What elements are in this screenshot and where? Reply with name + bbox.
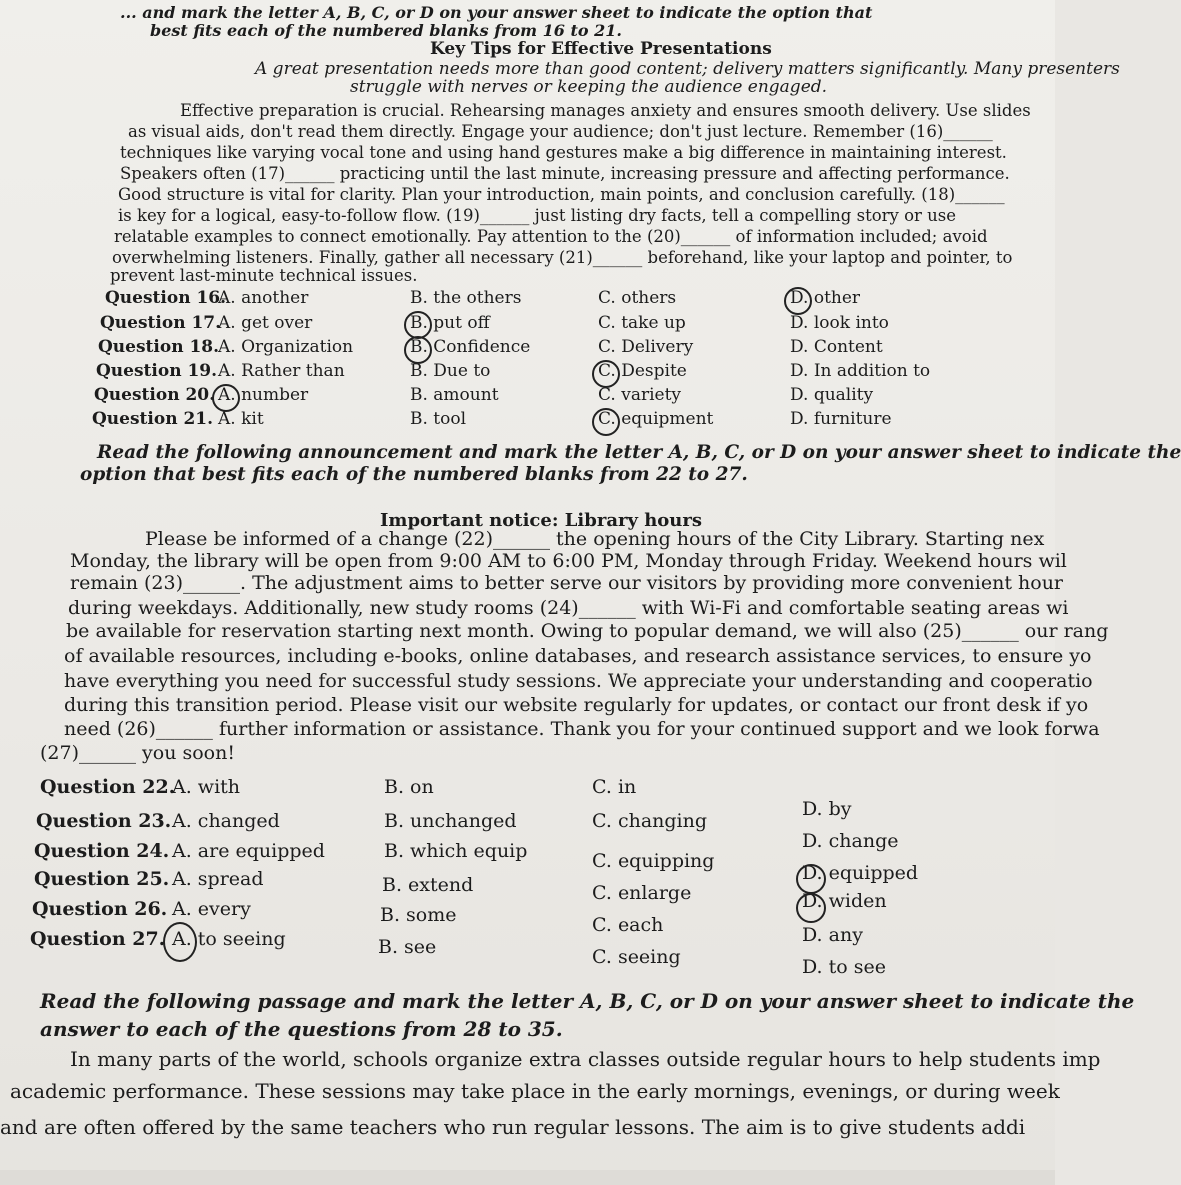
option-c[interactable]: C. others (598, 288, 677, 308)
question-label: Question 26. (32, 898, 168, 920)
option-b[interactable]: B. put off (410, 313, 490, 333)
option-b[interactable]: B. the others (410, 288, 522, 308)
option-c[interactable]: C. variety (598, 385, 682, 405)
option-c[interactable]: C. changing (592, 810, 708, 832)
option-b[interactable]: B. Due to (410, 361, 491, 381)
passage3-line: In many parts of the world, schools organize extra classes outside regular hours to help students imp (70, 1047, 1101, 1071)
section2-instruction-1: Read the following announcement and mark the letter A, B, C, or D on your answer sheet to indicate the (97, 442, 1181, 463)
question-row-27 (0, 928, 1055, 978)
passage2-line: Monday, the library will be open from 9:00 AM to 6:00 PM, Monday through Friday. Weekend hours wil (70, 550, 1067, 572)
option-c[interactable]: C. equipping (592, 850, 715, 872)
passage2-line: of available resources, including e-books, online databases, and research assistance services, to ensure yo (64, 645, 1092, 667)
option-b[interactable]: B. Confidence (410, 337, 531, 357)
option-a[interactable]: A. every (172, 898, 251, 920)
option-a[interactable]: A. kit (218, 409, 264, 429)
question-label: Question 21. (92, 409, 214, 429)
passage2-line: be available for reservation starting next month. Owing to popular demand, we will also (25)______ our rang (66, 620, 1109, 642)
answer-mark-circle (163, 922, 197, 962)
question-label: Question 16. (105, 288, 227, 308)
option-b[interactable]: B. some (380, 904, 457, 926)
answer-mark-circle (796, 864, 826, 894)
answer-mark-circle (784, 287, 812, 315)
passage1-line: techniques like varying vocal tone and using hand gestures make a big difference in maintaining interest. (120, 143, 1007, 162)
option-a[interactable]: A. to seeing (172, 928, 286, 950)
option-d[interactable]: D. other (790, 288, 861, 308)
question-row-21 (0, 409, 1055, 433)
section1-intro-1: A great presentation needs more than good content; delivery matters significantly. Many presenters (255, 59, 1120, 79)
option-a[interactable]: A. another (218, 288, 309, 308)
answer-mark-circle (592, 360, 620, 388)
passage2-line: remain (23)______. The adjustment aims to better serve our visitors by providing more convenient hour (70, 572, 1064, 594)
question-label: Question 20. (94, 385, 216, 405)
section3-instruction-1: Read the following passage and mark the letter A, B, C, or D on your answer sheet to indicate the (40, 989, 1135, 1013)
question-label: Question 27. (30, 928, 166, 950)
section2-instruction-2: option that best fits each of the numbered blanks from 22 to 27. (80, 464, 748, 485)
option-d[interactable]: D. equipped (802, 862, 919, 884)
question-row-22 (0, 776, 1055, 820)
section1-title: Key Tips for Effective Presentations (430, 39, 772, 59)
answer-mark-circle (592, 408, 620, 436)
question-label: Question 23. (36, 810, 172, 832)
answer-mark-circle (796, 893, 826, 923)
option-a[interactable]: A. Organization (218, 337, 354, 357)
passage2-line: have everything you need for successful study sessions. We appreciate your understanding and cooperatio (64, 670, 1093, 692)
passage2-line: Please be informed of a change (22)______ the opening hours of the City Library. Starting nex (145, 528, 1045, 550)
passage1-line: Good structure is vital for clarity. Plan your introduction, main points, and conclusion carefully. (18)______ (118, 185, 1005, 204)
passage1-line: overwhelming listeners. Finally, gather all necessary (21)______ beforehand, like your laptop and pointer, to (112, 248, 1013, 267)
passage3-line: academic performance. These sessions may take place in the early mornings, evenings, or during week (10, 1079, 1060, 1103)
option-a[interactable]: A. spread (172, 868, 264, 890)
option-a[interactable]: A. are equipped (172, 840, 325, 862)
option-b[interactable]: B. extend (382, 874, 474, 896)
option-b[interactable]: B. which equip (384, 840, 528, 862)
option-a[interactable]: A. Rather than (218, 361, 345, 381)
option-b[interactable]: B. unchanged (384, 810, 517, 832)
answer-mark-circle (404, 311, 432, 339)
passage1-line: relatable examples to connect emotionally. Pay attention to the (20)______ of information included; avoid (114, 227, 988, 246)
option-a[interactable]: A. changed (172, 810, 280, 832)
passage1-line: Speakers often (17)______ practicing until the last minute, increasing pressure and affecting performance. (120, 164, 1010, 183)
question-label: Question 22. (40, 776, 176, 798)
question-label: Question 17. (100, 313, 222, 333)
option-b[interactable]: B. amount (410, 385, 499, 405)
passage2-line: during this transition period. Please visit our website regularly for updates, or contact our front desk if yo (64, 694, 1089, 716)
passage2-line: need (26)______ further information or assistance. Thank you for your continued support and we look forwa (64, 718, 1100, 740)
option-d[interactable]: D. widen (802, 890, 887, 912)
passage1-line: is key for a logical, easy-to-follow flow. (19)______ just listing dry facts, tell a compelling story or use (118, 206, 957, 225)
option-d[interactable]: D. Content (790, 337, 883, 357)
option-a[interactable]: A. get over (218, 313, 313, 333)
question-row-17 (0, 313, 1055, 337)
passage2-line: during weekdays. Additionally, new study rooms (24)______ with Wi-Fi and comfortable seating areas wi (68, 597, 1069, 619)
option-b[interactable]: B. see (378, 936, 437, 958)
option-c[interactable]: C. seeing (592, 946, 681, 968)
option-a[interactable]: A. with (172, 776, 241, 798)
section1-intro-2: struggle with nerves or keeping the audience engaged. (350, 77, 828, 97)
question-row-16 (0, 288, 1055, 312)
option-d[interactable]: D. by (802, 798, 852, 820)
passage1-line: as visual aids, don't read them directly. Engage your audience; don't just lecture. Remember (16)______ (128, 122, 993, 141)
option-b[interactable]: B. tool (410, 409, 467, 429)
option-d[interactable]: D. to see (802, 956, 886, 978)
option-d[interactable]: D. change (802, 830, 899, 852)
answer-mark-circle (404, 336, 432, 364)
page-bottom-edge (0, 1170, 1055, 1185)
option-c[interactable]: C. each (592, 914, 664, 936)
section3-instruction-2: answer to each of the questions from 28 to 35. (40, 1017, 563, 1041)
question-label: Question 25. (34, 868, 170, 890)
option-d[interactable]: D. look into (790, 313, 889, 333)
section1-instruction-1: ... and mark the letter A, B, C, or D on your answer sheet to indicate the option that (120, 3, 873, 22)
question-label: Question 18. (98, 337, 220, 357)
option-a[interactable]: A. number (218, 385, 309, 405)
passage2-line: (27)______ you soon! (40, 742, 235, 764)
passage3-line: and are often offered by the same teachers who run regular lessons. The aim is to give students addi (0, 1115, 1026, 1139)
question-row-19 (0, 361, 1055, 385)
question-row-18 (0, 337, 1055, 361)
option-d[interactable]: D. quality (790, 385, 874, 405)
option-d[interactable]: D. any (802, 924, 863, 946)
option-c[interactable]: C. take up (598, 313, 686, 333)
passage1-line: Effective preparation is crucial. Rehearsing manages anxiety and ensures smooth delivery. Use slides (180, 101, 1031, 120)
option-c[interactable]: C. Despite (598, 361, 687, 381)
option-c[interactable]: C. in (592, 776, 637, 798)
option-c[interactable]: C. equipment (598, 409, 714, 429)
answer-mark-circle (212, 384, 240, 412)
option-d[interactable]: D. In addition to (790, 361, 931, 381)
question-row-20 (0, 385, 1055, 409)
section1-instruction-2: best fits each of the numbered blanks from 16 to 21. (150, 21, 622, 40)
option-c[interactable]: C. Delivery (598, 337, 694, 357)
option-d[interactable]: D. furniture (790, 409, 892, 429)
section2-title: Important notice: Library hours (380, 510, 702, 531)
option-b[interactable]: B. on (384, 776, 434, 798)
question-label: Question 24. (34, 840, 170, 862)
passage1-line: prevent last-minute technical issues. (110, 266, 418, 285)
question-label: Question 19. (96, 361, 218, 381)
option-c[interactable]: C. enlarge (592, 882, 692, 904)
